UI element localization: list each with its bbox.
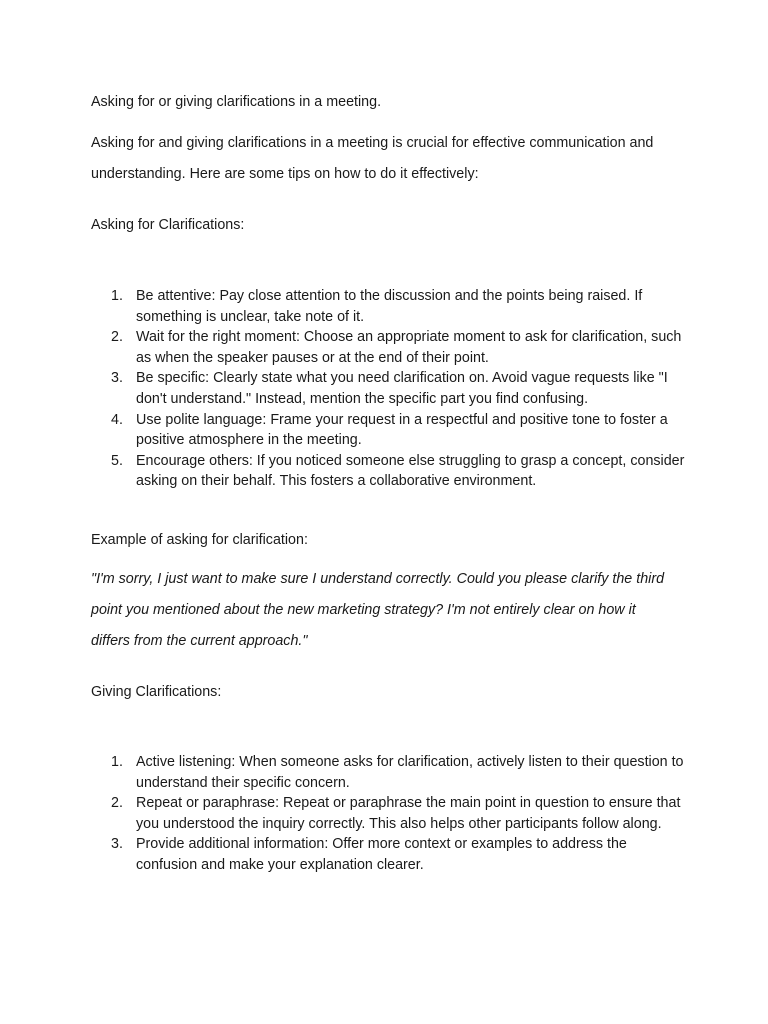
- intro-paragraph: Asking for and giving clarifications in a meeting is crucial for effective communication and understanding. Here are some tips on how to do it effectively:: [91, 135, 654, 182]
- example-heading: Example of asking for clarification:: [91, 532, 308, 548]
- list-item: [91, 368, 691, 409]
- list-number: 3.: [111, 836, 123, 853]
- giving-heading: Giving Clarifications:: [91, 684, 222, 700]
- asking-heading: Asking for Clarifications:: [91, 217, 245, 233]
- list-text: Be attentive: Pay close attention to the discussion and the points being raised. If something is unclear, take note of it.: [136, 288, 643, 325]
- list-text: Encourage others: If you noticed someone else struggling to grasp a concept, consider asking on their behalf. This fosters a collaborative environment.: [136, 452, 685, 490]
- asking-list: [91, 286, 691, 492]
- list-item: [91, 752, 691, 793]
- list-number: 1.: [111, 754, 123, 770]
- list-text: Repeat or paraphrase: Repeat or paraphrase the main point in question to ensure that you understood the inquiry correctly. This also helps other participants follow along.: [136, 795, 681, 832]
- list-text: Wait for the right moment: Choose an appropriate moment to ask for clarification, such as when the speaker pauses or at the end of their point.: [136, 329, 682, 366]
- list-item: [91, 793, 691, 834]
- example-quote: "I'm sorry, I just want to make sure I understand correctly. Could you please clarify the third point you mentioned about the new marketing strategy? I'm not entirely clear on how it differs from the current approach.": [91, 571, 665, 649]
- list-item: [91, 327, 691, 368]
- list-number: 2.: [111, 329, 123, 346]
- list-text: Use polite language: Frame your request in a respectful and positive tone to foster a positive atmosphere in the meeting.: [136, 411, 668, 449]
- list-number: 2.: [111, 795, 123, 812]
- list-text: Active listening: When someone asks for clarification, actively listen to their question to understand their specific concern.: [136, 754, 684, 791]
- list-number: 1.: [111, 288, 123, 304]
- giving-list: [91, 752, 691, 876]
- list-number: 4.: [111, 411, 123, 428]
- list-text: Be specific: Clearly state what you need clarification on. Avoid vague requests like "I don't understand." Instead, mention the specific part you find confusing.: [136, 370, 668, 407]
- list-item: [91, 451, 691, 492]
- list-item: [91, 410, 691, 451]
- document-title: Asking for or giving clarifications in a meeting.: [91, 94, 382, 110]
- list-text: Provide additional information: Offer more context or examples to address the confusion and make your explanation clearer.: [136, 836, 627, 873]
- list-item: [91, 286, 691, 327]
- list-item: [91, 834, 691, 875]
- list-number: 3.: [111, 370, 123, 387]
- list-number: 5.: [111, 452, 123, 469]
